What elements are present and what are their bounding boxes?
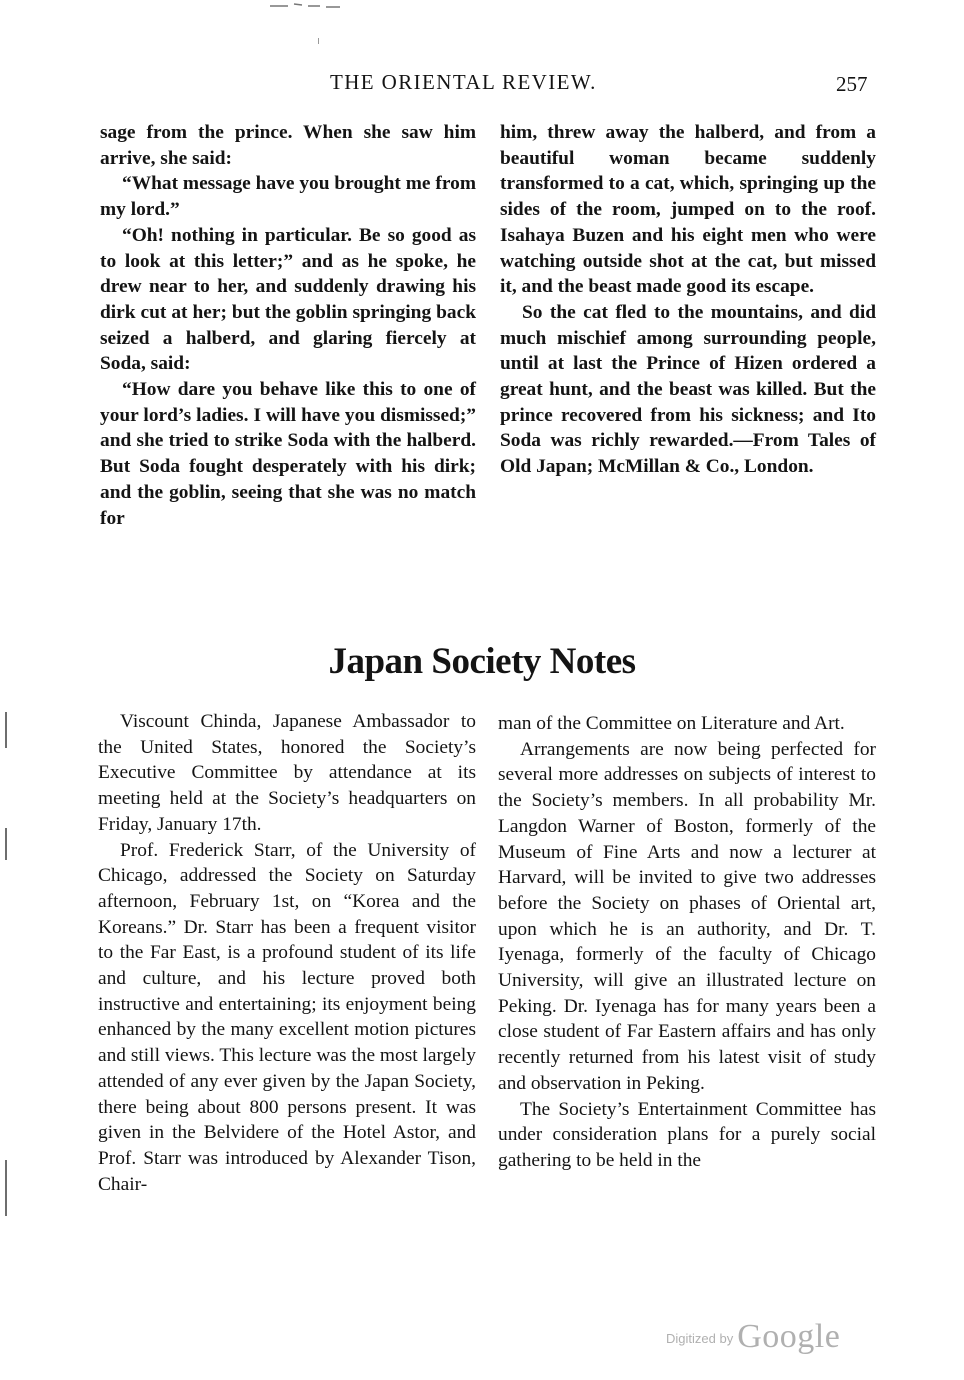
paragraph: “What message have you brought me from my lord.”	[100, 173, 476, 221]
scan-artifact	[268, 0, 342, 8]
digitized-watermark	[666, 1318, 840, 1356]
bottom-right-column	[498, 711, 876, 1174]
paragraph: “Oh! nothing in particular. Be so good as to look at this letter;” and as he spoke, he drew near to her, and suddenly drawing his dirk cut at her; but the goblin springing back seized a halberd, and glaring fiercely at Soda, said:	[100, 224, 476, 375]
paragraph: him, threw away the halberd, and from a beautiful woman became suddenly transformed to a cat, which, springing up the sides of the room, jumped on to the roof. Isahaya Buzen and his eight men who were watching outside shot at the cat, but missed it, and the beast made good its escape.	[500, 122, 876, 298]
google-logo: Google	[737, 1318, 841, 1355]
running-head: THE ORIENTAL REVIEW.	[330, 70, 597, 94]
paragraph: “How dare you behave like this to one of your lord’s ladies. I will have you dismissed;” and she tried to strike Soda with the halberd. But Soda fought desperately with his dirk; and the goblin, seeing that she was no match for	[100, 379, 476, 529]
paragraph: So the cat fled to the mountains, and did much mischief among surrounding people, until at last the Prince of Hizen ordered a great hunt, and the beast was killed. But the prince recovered from his sickness; and Ito Soda was richly rewarded.—From Tales of Old Japan; McMillan & Co., London.	[500, 301, 876, 478]
paragraph: The Society’s Entertainment Committee has under consideration plans for a purely social gathering to be held in the	[498, 1098, 876, 1171]
margin-mark	[5, 1160, 7, 1216]
paragraph: Arrangements are now being perfected for several more addresses on subjects of interest to the Society’s members. In all probability Mr. Langdon Warner of Boston, formerly of the Museum of Fine Arts and now a lecturer at Harvard, will be invited to give two addresses before the Society on phases of Oriental art, upon which he is an authority, and Dr. T. Iyenaga, formerly of the faculty of Chicago University, will give an illustrated lecture on Peking. Dr. Iyenaga has for many years been a close student of Far Eastern affairs and has only recently returned from his latest visit of study and observation in Peking.	[498, 738, 876, 1094]
top-right-column	[500, 120, 876, 480]
page-number: 257	[836, 72, 868, 96]
top-left-column	[100, 120, 476, 531]
margin-mark	[5, 712, 7, 748]
paragraph: man of the Committee on Literature and Art.	[498, 713, 845, 734]
watermark-prefix: Digitized by	[666, 1331, 734, 1346]
scan-artifact-tick	[318, 38, 319, 44]
section-title: Japan Society Notes	[328, 641, 636, 682]
paragraph: Viscount Chinda, Japanese Ambassador to the United States, honored the Society’s Executive Committee by attendance at its meeting held at the Society’s headquarters on Friday, January 17th.	[98, 711, 476, 835]
paragraph: Prof. Frederick Starr, of the University of Chicago, addressed the Society on Saturday afternoon, February 1st, on “Korea and the Koreans.” Dr. Starr has been a frequent visitor to the Far East, is a profound student of its life and culture, and his lecture proved both instructive and entertaining; its enjoyment being enhanced by the many excellent motion pictures and still views. This lecture was the most largely attended of any ever given by the Japan Society, there being about 800 persons present. It was given in the Belvidere of the Hotel Astor, and Prof. Starr was introduced by Alexander Tison, Chair-	[98, 839, 476, 1195]
bottom-left-column	[98, 709, 476, 1197]
paragraph: sage from the prince. When she saw him arrive, she said:	[100, 122, 476, 169]
margin-mark	[5, 828, 7, 860]
